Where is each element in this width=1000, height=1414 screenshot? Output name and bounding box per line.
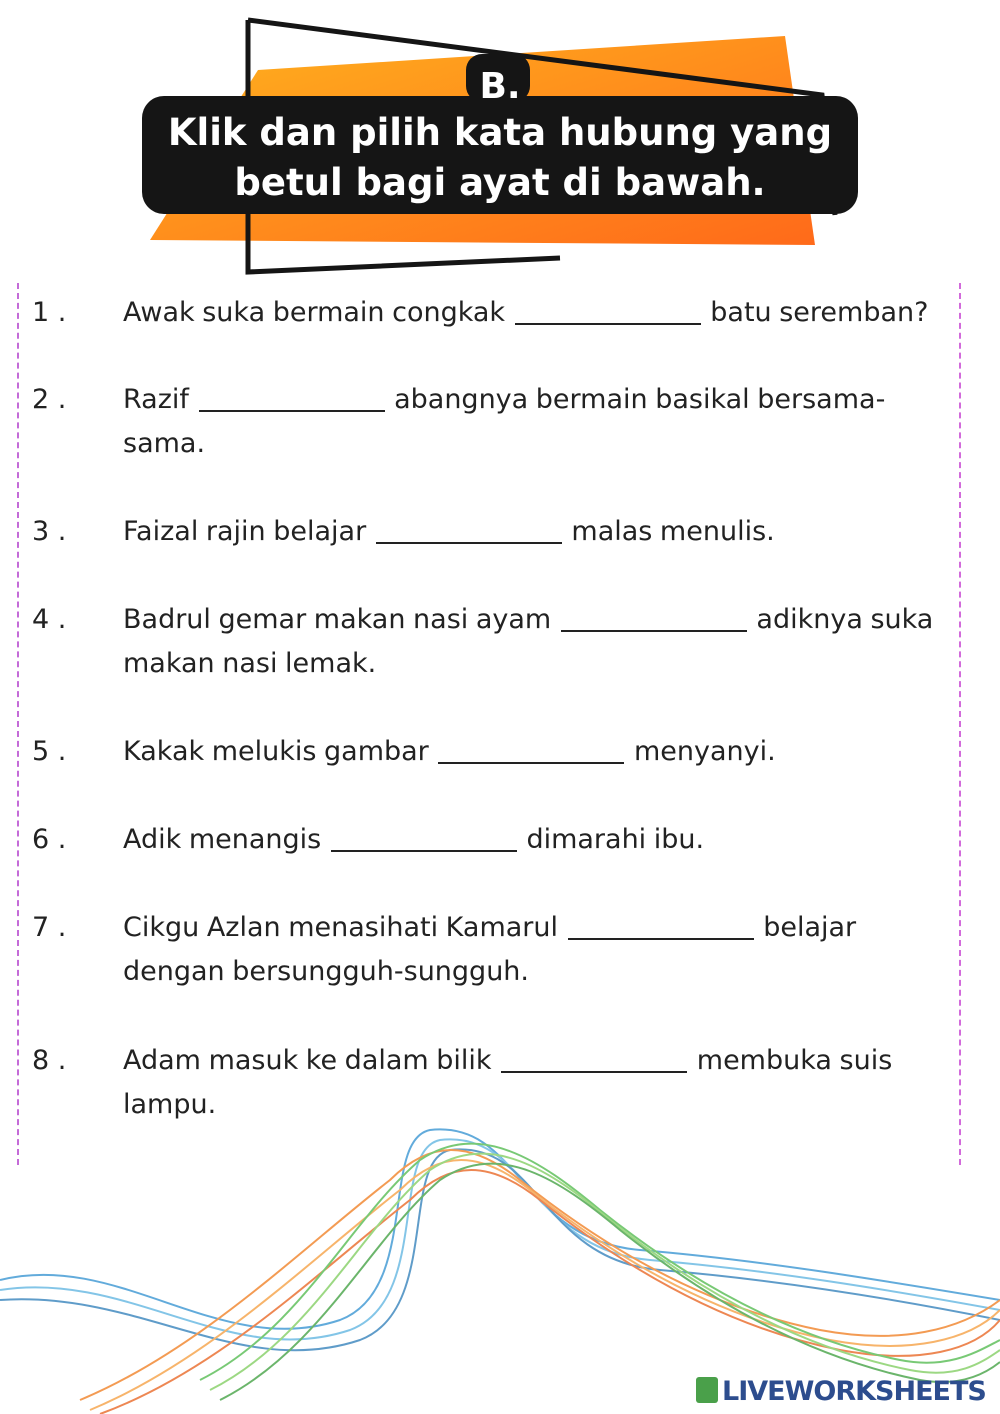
question-number: 6 . (32, 824, 67, 855)
question-text-after: malas menulis. (571, 516, 775, 547)
question-number: 3 . (32, 516, 67, 547)
question-text (123, 818, 953, 862)
answer-blank-5[interactable] (438, 732, 624, 764)
decorative-waves (0, 1100, 1000, 1414)
question-text-after: abangnya bermain basikal bersama-sama. (123, 384, 886, 459)
question-text-before: Awak suka bermain congkak (123, 297, 506, 328)
question-text-after: membuka suis lampu. (123, 1045, 893, 1120)
question-text-before: Razif (123, 384, 189, 415)
question-text (123, 291, 953, 335)
question-text-after: adiknya suka makan nasi lemak. (123, 604, 934, 679)
question-text-after: belajar dengan bersungguh-sungguh. (123, 912, 857, 987)
question-text (123, 510, 953, 554)
answer-blank-6[interactable] (331, 820, 517, 852)
question-text (123, 378, 923, 466)
header-banner (0, 0, 1000, 280)
answer-blank-2[interactable] (199, 380, 385, 412)
right-dashed-border (959, 283, 961, 1165)
answer-blank-8[interactable] (501, 1041, 687, 1073)
instruction-text (142, 108, 858, 208)
left-dashed-border (17, 283, 19, 1165)
question-number: 7 . (32, 912, 67, 943)
question-text-before: Adik menangis (123, 824, 322, 855)
question-text-before: Cikgu Azlan menasihati Kamarul (123, 912, 559, 943)
answer-blank-4[interactable] (561, 600, 747, 632)
section-letter: B. (479, 66, 521, 107)
question-text-before: Faizal rajin belajar (123, 516, 367, 547)
logo-text: LIVEWORKSHEETS (722, 1376, 986, 1407)
question-text-after: batu seremban? (710, 297, 929, 328)
question-text-before: Adam masuk ke dalam bilik (123, 1045, 492, 1076)
question-number: 8 . (32, 1045, 67, 1076)
question-number: 4 . (32, 604, 67, 635)
question-text-before: Kakak melukis gambar (123, 736, 429, 767)
question-number: 5 . (32, 736, 67, 767)
question-text-before: Badrul gemar makan nasi ayam (123, 604, 552, 635)
question-text-after: menyanyi. (633, 736, 776, 767)
liveworksheets-mark-icon (696, 1377, 718, 1403)
question-text (123, 730, 953, 774)
answer-blank-3[interactable] (376, 512, 562, 544)
answer-blank-1[interactable] (515, 293, 701, 325)
question-text (123, 598, 953, 686)
answer-blank-7[interactable] (568, 908, 754, 940)
instruction-line-2: betul bagi ayat di bawah. (234, 161, 766, 204)
question-text-after: dimarahi ibu. (526, 824, 705, 855)
question-text (123, 906, 953, 994)
question-number: 1 . (32, 297, 67, 328)
question-number: 2 . (32, 384, 67, 415)
instruction-line-1: Klik dan pilih kata hubung yang (167, 111, 833, 154)
liveworksheets-logo (696, 1376, 986, 1407)
